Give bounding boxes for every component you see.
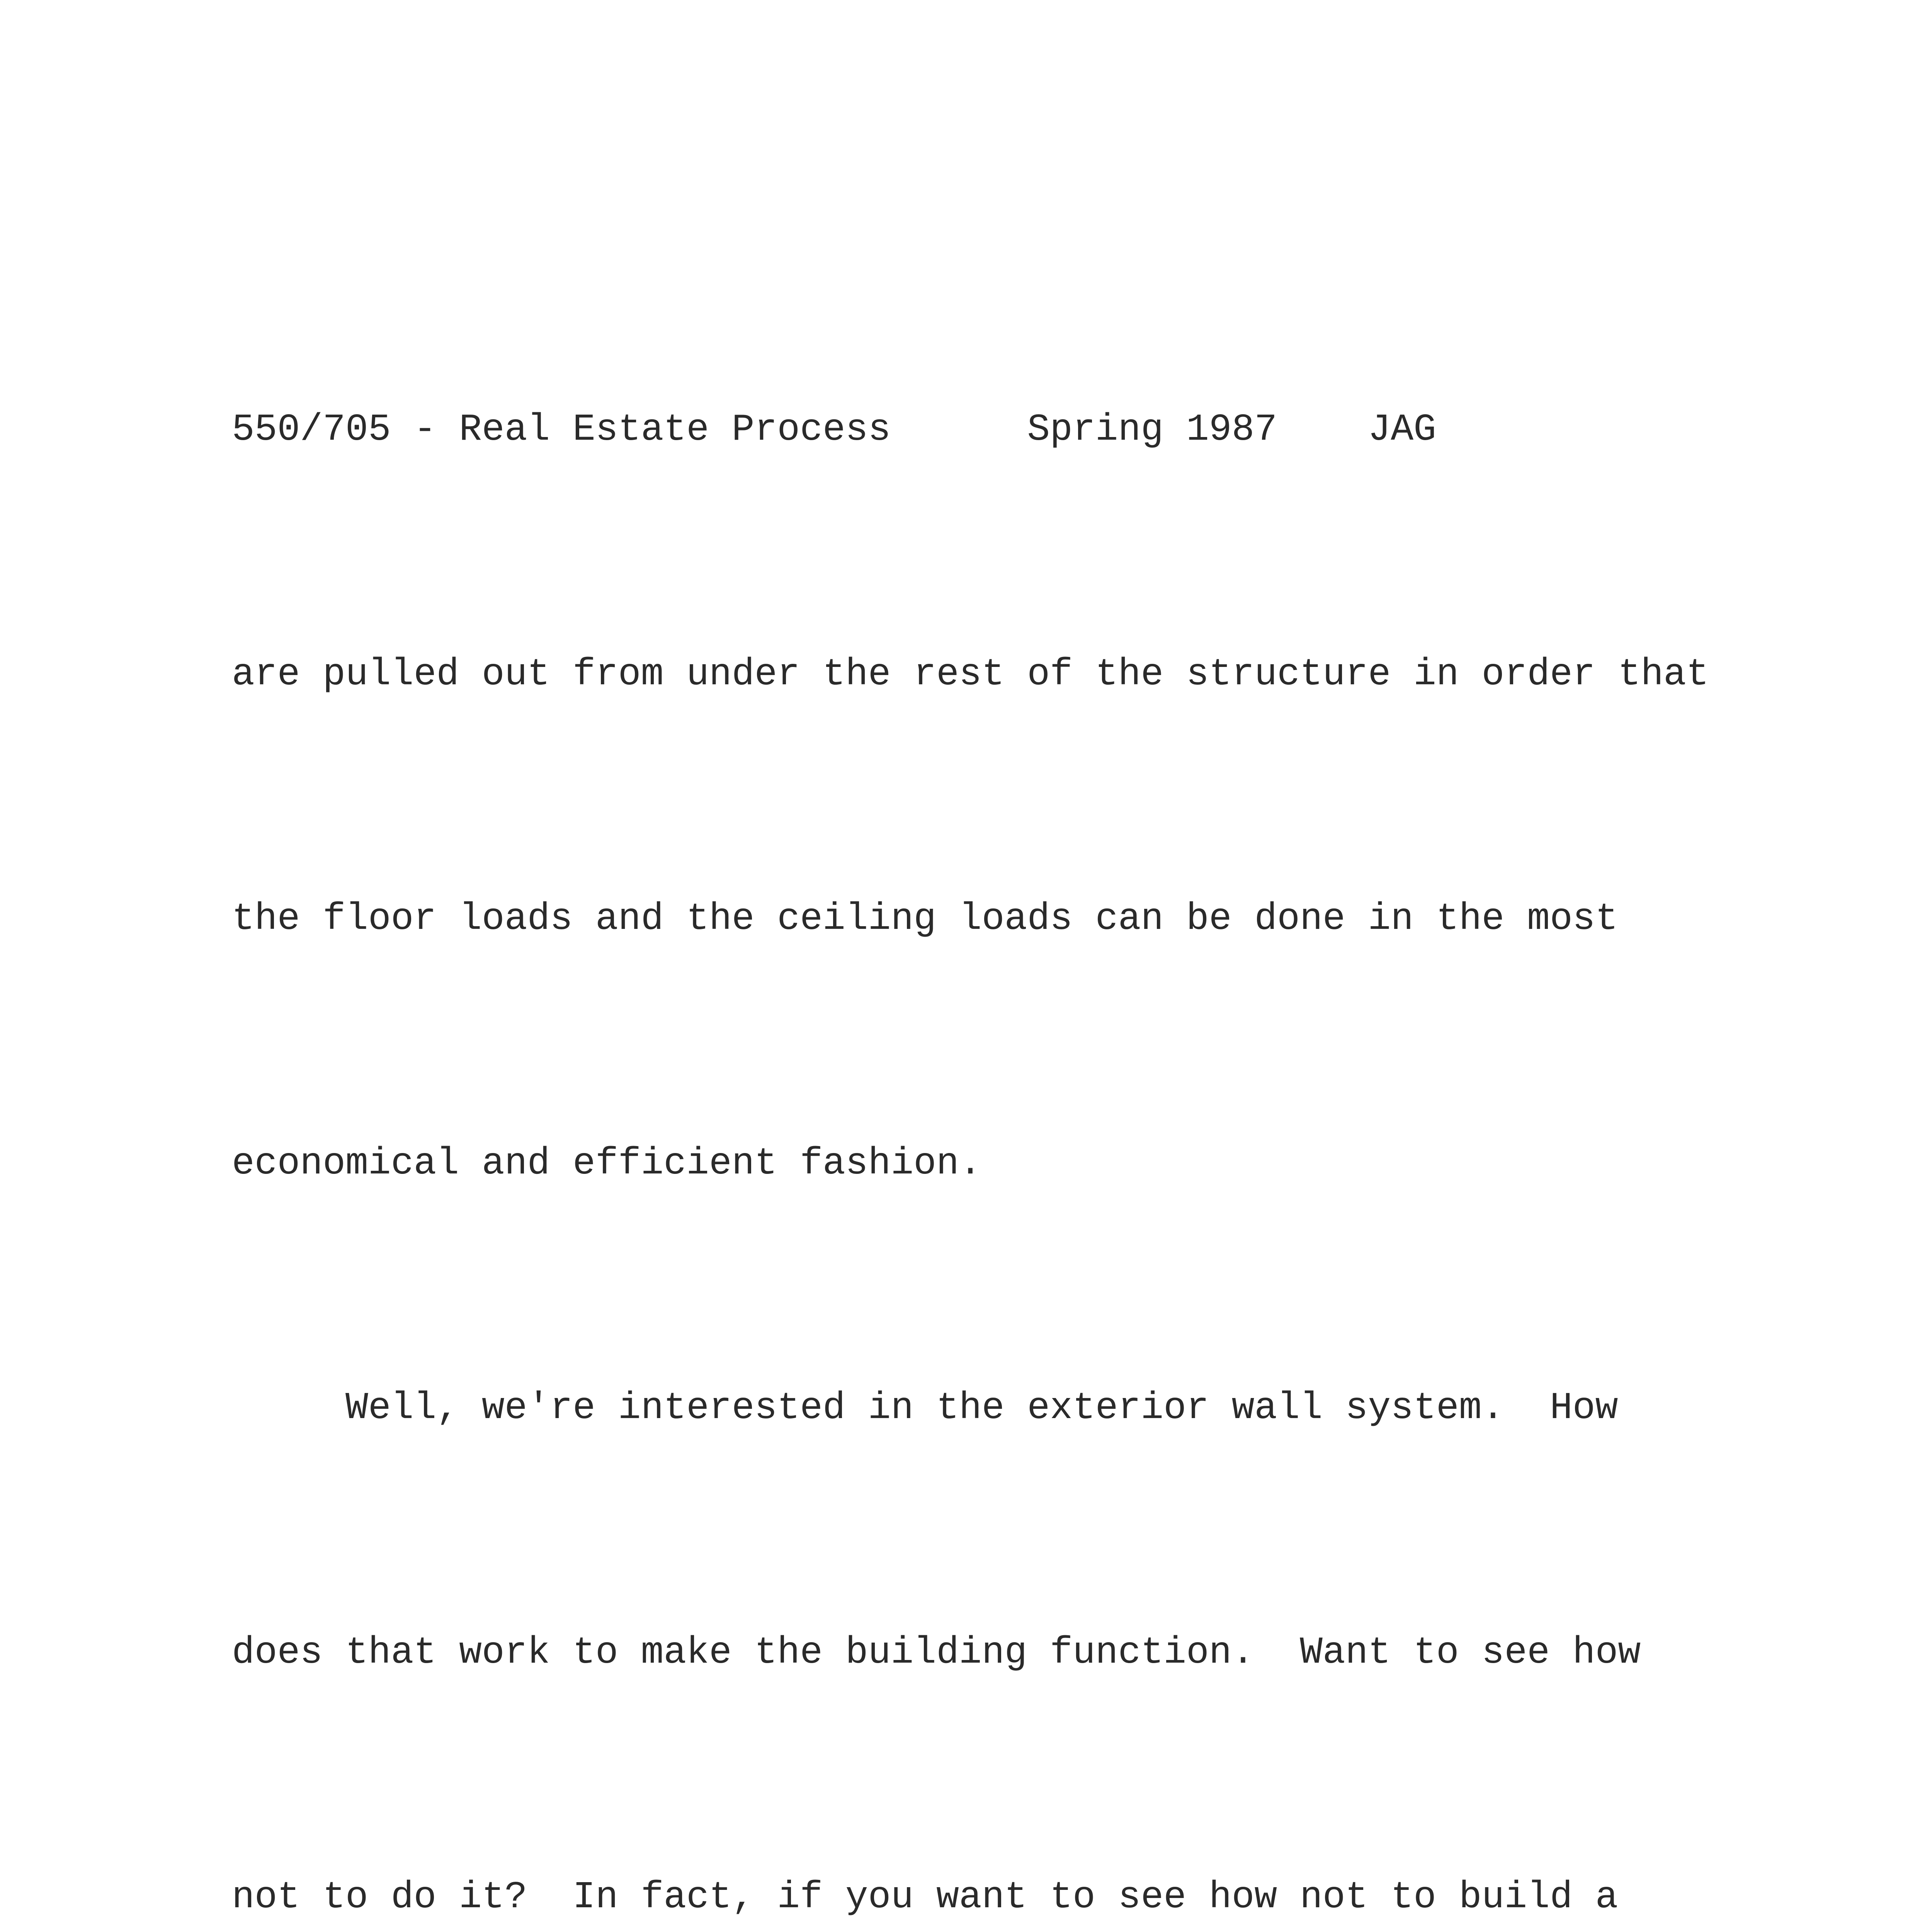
body-line: economical and efficient fashion. xyxy=(232,1142,982,1185)
body-line: the floor loads and the ceiling loads can be done in the most xyxy=(232,898,1618,940)
transcript-text xyxy=(232,226,1777,1932)
document-header: 550/705 - Real Estate Process Spring 1987 JAG xyxy=(232,408,1436,451)
body-line: does that work to make the building function. Want to see how xyxy=(232,1631,1641,1674)
body-line: Well, we're interested in the exterior wall system. How xyxy=(232,1387,1618,1430)
body-line: are pulled out from under the rest of the structure in order that xyxy=(232,653,1709,696)
body-line: not to do it? In fact, if you want to see how not to build a xyxy=(232,1876,1618,1919)
